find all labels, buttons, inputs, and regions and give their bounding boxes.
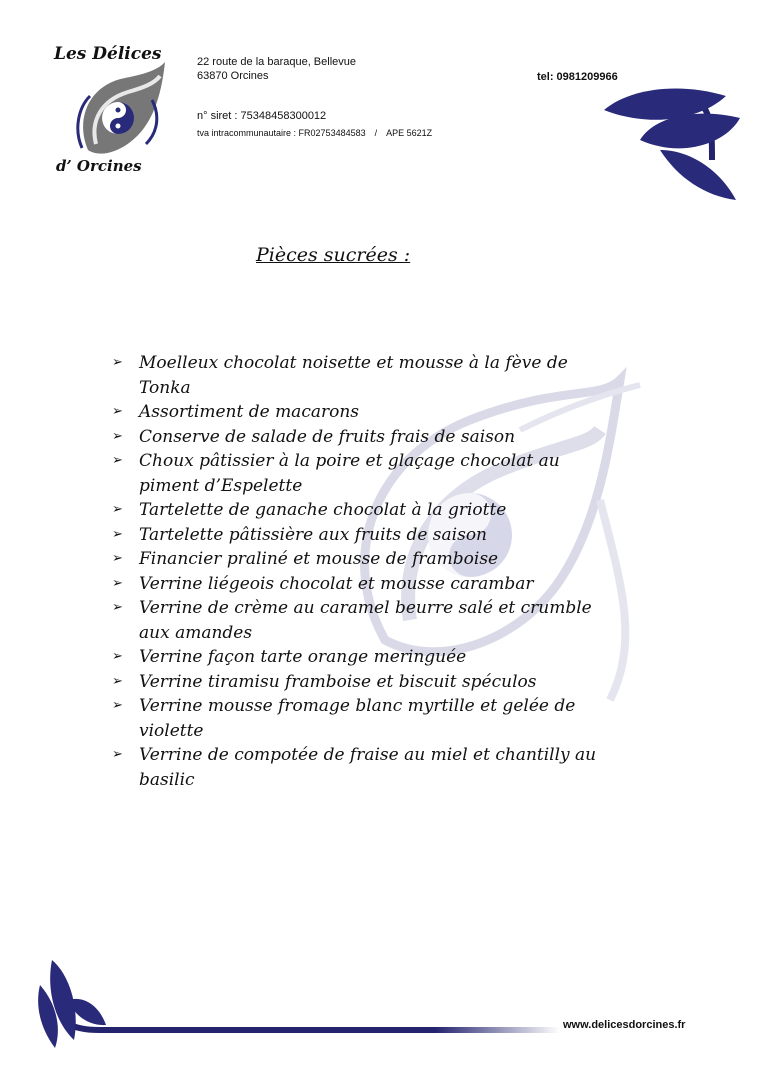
address-line-2: 63870 Orcines: [197, 70, 269, 82]
list-item: [112, 645, 612, 670]
list-item-text: Verrine de compotée de fraise au miel et chantilly au basilic: [139, 745, 597, 790]
leaf-cluster-bottom-left-icon: [38, 960, 106, 1048]
list-item: [112, 743, 612, 792]
arrow-bullet-icon: ➢: [112, 575, 123, 591]
brand-name-top: Les Délices: [54, 44, 162, 64]
list-item-text: Verrine de crème au caramel beurre salé et crumble aux amandes: [139, 598, 592, 643]
leaf-cluster-top-right-icon: [604, 88, 740, 200]
list-item-text: Tartelette pâtissière aux fruits de saison: [139, 524, 488, 545]
list-item-text: Financier praliné et mousse de framboise: [139, 549, 499, 569]
arrow-bullet-icon: ➢: [112, 673, 123, 689]
list-item: [112, 596, 612, 645]
list-item: [112, 351, 612, 400]
arrow-bullet-icon: ➢: [112, 502, 123, 517]
list-item: [112, 523, 612, 548]
list-item-text: Moelleux chocolat noisette et mousse à la fève de Tonka: [139, 353, 568, 398]
address-line-1: 22 route de la baraque, Bellevue: [197, 56, 357, 68]
siret-number: n° siret : 75348458300012: [197, 110, 327, 122]
tva-line: [197, 128, 432, 138]
arrow-bullet-icon: ➢: [112, 698, 123, 713]
arrow-bullet-icon: ➢: [112, 747, 123, 762]
arrow-bullet-icon: ➢: [112, 526, 123, 542]
list-item-text: Conserve de salade de fruits frais de saison: [139, 426, 516, 447]
list-item-text: Verrine tiramisu framboise et biscuit spéculos: [139, 671, 537, 692]
list-item: [112, 400, 612, 425]
arrow-bullet-icon: ➢: [112, 404, 123, 419]
list-item-text: Verrine liégeois chocolat et mousse carambar: [139, 573, 534, 594]
arrow-bullet-icon: ➢: [112, 649, 123, 664]
brand-name-bottom: d’ Orcines: [56, 157, 142, 175]
list-item-text: Assortiment de macarons: [139, 402, 360, 422]
list-item-text: Verrine façon tarte orange meringuée: [139, 647, 467, 667]
dessert-list: [112, 351, 612, 792]
brand-logo-icon: [70, 60, 170, 160]
list-item: [112, 449, 612, 498]
tva-number: tva intracommunautaire : FR02753484583: [197, 128, 366, 138]
ape-code: APE 5621Z: [386, 128, 433, 138]
list-item-text: Choux pâtissier à la poire et glaçage chocolat au piment d’Espelette: [139, 451, 560, 496]
website-url: www.delicesdorcines.fr: [563, 1019, 686, 1031]
arrow-bullet-icon: ➢: [112, 428, 123, 444]
list-item-text: Tartelette de ganache chocolat à la griotte: [139, 500, 507, 520]
list-item: [112, 670, 612, 695]
page-title: Pièces sucrées :: [256, 244, 411, 266]
arrow-bullet-icon: ➢: [112, 551, 123, 566]
tva-separator: /: [374, 128, 378, 138]
list-item: [112, 547, 612, 572]
list-item: [112, 498, 612, 523]
phone-number: tel: 0981209966: [537, 71, 618, 83]
list-item: [112, 572, 612, 597]
arrow-bullet-icon: ➢: [112, 453, 123, 468]
arrow-bullet-icon: ➢: [112, 600, 123, 615]
arrow-bullet-icon: ➢: [112, 355, 123, 370]
list-item-text: Verrine mousse fromage blanc myrtille et gelée de violette: [139, 696, 576, 741]
list-item: [112, 694, 612, 743]
list-item: [112, 425, 612, 450]
